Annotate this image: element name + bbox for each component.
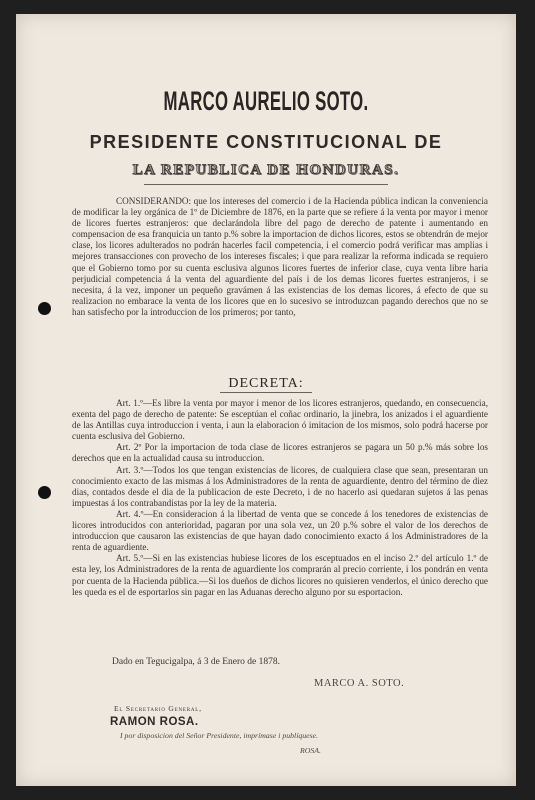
signature-soto: MARCO A. SOTO. (314, 678, 405, 689)
articles-block (72, 398, 488, 598)
decreta-divider (220, 392, 312, 393)
article-3: Art. 3.º—Todos los que tengan existencias de licores, de cualquiera clase que sean, presentaran un conocimiento exacto de las mismas á los Administradores de la renta de aguardiente, dentro del término de diez dias, contados desde el dia de la publicacion de este Decreto, i de no hacerlo asi quedaran sujetos á las penas impuestas á los contrabandistas por la ley de la materia. (72, 464, 488, 508)
secretary-name: RAMON ROSA. (110, 716, 199, 728)
secretary-label: El Secretario General, (114, 704, 202, 713)
article-5: Art. 5.º—Si en las existencias hubiese licores de los esceptuados en el inciso 2.º del artículo 1.º de esta ley, los Administradores de la renta de aguardiente los comprarán al precio corriente, i los pondrán en venta por cuenta de la Hacienda pública.—Si los dueños de dichos licores no quisieren venderlos, el único derecho que les queda es el de esportarlos sin pagar en las Aduanas derecho alguno por su esportacion. (72, 553, 488, 597)
signature-rosa: ROSA. (300, 746, 322, 755)
date-line: Dado en Tegucigalpa, á 3 de Enero de 1878. (112, 657, 280, 667)
issuer-name: MARCO AURELIO SOTO. (163, 86, 369, 116)
republic-heading: LA REPUBLICA DE HONDURAS. (132, 162, 400, 178)
document-sheet (16, 14, 516, 786)
article-2: Art. 2º Por la importacion de toda clase de licores estranjeros se pagara un 50 p.% más sobre los derechos que en la actualidad causa su introduccion. (72, 442, 488, 464)
disposition-line: I por disposicion del Señor Presidente, imprímase i publíquese. (120, 731, 319, 740)
issuer-title: PRESIDENTE CONSTITUCIONAL DE (89, 132, 443, 152)
heading-divider (144, 184, 388, 185)
decreta-heading: DECRETA: (228, 376, 304, 391)
article-1: Art. 1.º—Es libre la venta por mayor i menor de los licores estranjeros, quedando, en consecuencia, exenta del pago de derecho de patente: Se esceptúan el coñac ordinario, la jinebra, los anizados i el aguardiente de las Antillas cuya introduccion i venta, i aun la elaboracion ó imitacion de los mismos, solo podrá hacerse por cuenta esclusiva del Gobierno. (72, 398, 488, 442)
considerando-paragraph (72, 196, 488, 318)
punch-hole (38, 302, 51, 315)
considerando-text: CONSIDERANDO: que los intereses del comercio i de la Hacienda pública indican la conveniencia de modificar la ley orgánica de 1º de Diciembre de 1876, en la parte que se refiere á la venta por mayor i menor de licores fuertes estranjeros: que declarándola libre del pago de derecho de patente i aumentando en compensacion de esa franquicia un tanto p.% sobre la importacion de dichos licores, estos se obtendrán de mejor clase, los licores adulterados no podrán hacerles facil competencia, i el comercio podrá verificar mas amplias i mejores transacciones con provecho de los intereses fiscales; i que para realizar la reforma indicada se requiero que el Gobierno tomo por su cuenta esclusiva algunos licores fuertes de inferior clase, cuya venta libre haria perjudicial competencia á la venta del aguardiente del país i de los demas licores fuertes estranjeros, i se necesita, á la vez, imponer un pequeño gravámen á las existencias de los demas licores, á efecto de que su realizacion no embarace la venta de los licores que en lo sucesivo se introduzcan pagando derechos que no se han satisfecho por la introduccion de los primeros; por tanto, (72, 196, 488, 317)
article-4: Art. 4.º—En consideracion á la libertad de venta que se concede á los tenedores de existencias de licores introducidos con anterioridad, pagaran por una sola vez, un 20 p.% sobre el valor de los derechos de introduccion que causaron las existencias de que hayan dado conocimiento exacto á los Administradores de la renta de aguardiente. (72, 508, 488, 553)
punch-hole (38, 486, 51, 499)
